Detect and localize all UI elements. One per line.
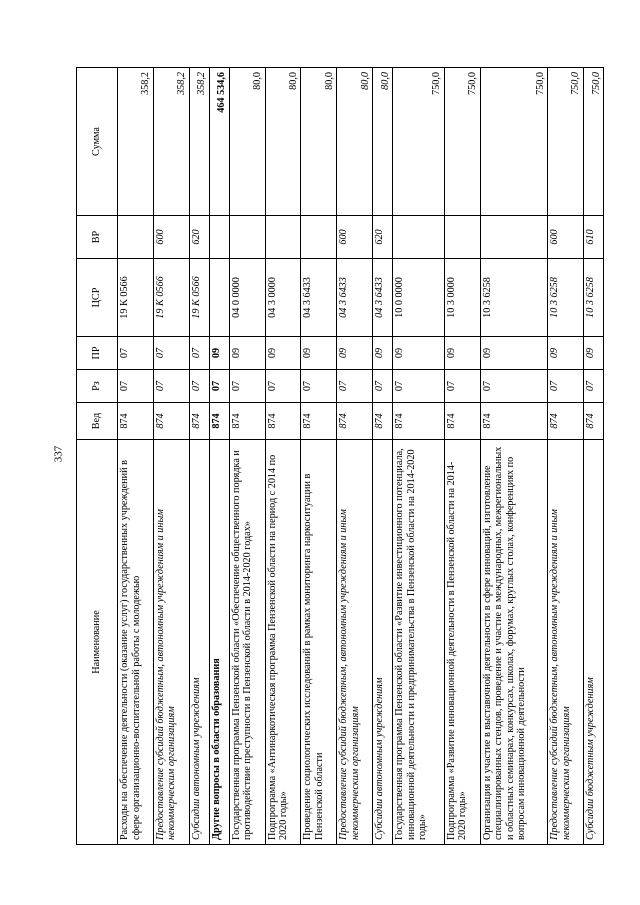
header-ved: Вед <box>77 403 118 440</box>
header-csr: ЦСР <box>77 259 118 337</box>
row-sum: 358,2 <box>153 68 189 216</box>
row-rz: 07 <box>209 370 229 403</box>
row-rz: 07 <box>373 370 393 403</box>
rotated-table-container <box>76 68 604 845</box>
row-rz: 07 <box>393 370 445 403</box>
row-vr: 600 <box>153 216 189 259</box>
row-name: Субсидии автономным учреждениям <box>189 440 209 845</box>
table-row <box>189 68 209 845</box>
table-row <box>337 68 373 845</box>
row-pr: 09 <box>480 337 548 370</box>
row-pr: 09 <box>337 337 373 370</box>
row-pr: 07 <box>189 337 209 370</box>
row-csr: 19 К 0566 <box>189 259 209 337</box>
row-ved: 874 <box>229 403 265 440</box>
row-ved: 874 <box>444 403 480 440</box>
row-ved: 874 <box>189 403 209 440</box>
row-rz: 07 <box>337 370 373 403</box>
row-vr <box>393 216 445 259</box>
row-vr: 620 <box>189 216 209 259</box>
row-rz: 07 <box>229 370 265 403</box>
row-name: Подпрограмма «Развитие инновационной деятельности в Пензенской области на 2014-2020 годы» <box>444 440 480 845</box>
row-csr: 04 3 6433 <box>301 259 337 337</box>
row-name: Предоставление субсидий бюджетным, автономным учреждениям и иным некоммерческим организациям <box>153 440 189 845</box>
row-pr: 07 <box>153 337 189 370</box>
row-csr: 10 3 6258 <box>480 259 548 337</box>
header-sum: Сумма <box>77 68 118 216</box>
row-csr: 19 К 0566 <box>153 259 189 337</box>
table-row <box>209 68 229 845</box>
row-rz: 07 <box>265 370 301 403</box>
row-sum: 80,0 <box>265 68 301 216</box>
row-vr <box>480 216 548 259</box>
row-name: Субсидии автономным учреждениям <box>373 440 393 845</box>
row-sum: 750,0 <box>548 68 584 216</box>
row-csr: 10 3 6258 <box>548 259 584 337</box>
row-ved: 874 <box>337 403 373 440</box>
row-sum: 750,0 <box>583 68 603 216</box>
row-sum: 80,0 <box>229 68 265 216</box>
row-pr: 09 <box>265 337 301 370</box>
row-pr: 09 <box>301 337 337 370</box>
row-sum: 464 534,6 <box>209 68 229 216</box>
row-name: Государственная программа Пензенской области «Обеспечение общественного порядка и противодействие преступности в Пензенской области в 2014-2020 годах» <box>229 440 265 845</box>
row-sum: 750,0 <box>480 68 548 216</box>
row-ved: 874 <box>153 403 189 440</box>
header-vr: ВР <box>77 216 118 259</box>
row-pr: 09 <box>444 337 480 370</box>
row-csr: 04 0 0000 <box>229 259 265 337</box>
row-csr: 19 К 0566 <box>118 259 154 337</box>
row-pr: 07 <box>118 337 154 370</box>
row-name: Проведение социологических исследований в рамках мониторинга наркоситуации в Пензенской области <box>301 440 337 845</box>
row-rz: 07 <box>444 370 480 403</box>
page-number: 337 <box>52 445 65 463</box>
row-vr <box>229 216 265 259</box>
row-sum: 358,2 <box>118 68 154 216</box>
row-ved: 874 <box>118 403 154 440</box>
row-pr: 09 <box>393 337 445 370</box>
row-name: Расходы на обеспечение деятельности (оказание услуг) государственных учреждений в сфере организационно-воспитательной работы с молодежью <box>118 440 154 845</box>
row-pr: 09 <box>373 337 393 370</box>
row-csr: 04 3 6433 <box>337 259 373 337</box>
row-csr: 04 3 6433 <box>373 259 393 337</box>
row-rz: 07 <box>480 370 548 403</box>
header-rz: Рз <box>77 370 118 403</box>
row-name: Государственная программа Пензенской области «Развитие инвестиционного потенциала, инновационной деятельности и предпринимательства в Пензенской области на 2014-2020 годы» <box>393 440 445 845</box>
row-ved: 874 <box>393 403 445 440</box>
row-csr: 10 0 0000 <box>393 259 445 337</box>
row-vr <box>444 216 480 259</box>
row-csr: 04 3 0000 <box>265 259 301 337</box>
row-sum: 750,0 <box>444 68 480 216</box>
row-rz: 07 <box>548 370 584 403</box>
row-csr: 10 3 0000 <box>444 259 480 337</box>
row-name: Организация и участие в выставочной деятельности в сфере инноваций, изготовление специализированных стендов, проведение и участие в международных, межрегиональных и областных семинарах, конкурсах, школах, форумах, круглых столах, конференциях по вопросам инновационной деятельности <box>480 440 548 845</box>
row-vr: 600 <box>337 216 373 259</box>
row-csr: 10 3 6258 <box>583 259 603 337</box>
row-rz: 07 <box>301 370 337 403</box>
table-header-row <box>77 68 118 845</box>
table-row <box>480 68 548 845</box>
row-sum: 80,0 <box>301 68 337 216</box>
row-vr <box>301 216 337 259</box>
row-vr <box>265 216 301 259</box>
table-row <box>393 68 445 845</box>
row-name: Подпрограмма «Антинаркотическая программа Пензенской области на период с 2014 по 2020 годы» <box>265 440 301 845</box>
row-sum: 750,0 <box>393 68 445 216</box>
row-pr: 09 <box>548 337 584 370</box>
row-pr: 09 <box>209 337 229 370</box>
row-name: Субсидии бюджетным учреждениям <box>583 440 603 845</box>
row-sum: 80,0 <box>337 68 373 216</box>
budget-table <box>76 67 604 845</box>
row-ved: 874 <box>265 403 301 440</box>
header-name: Наименование <box>77 440 118 845</box>
row-vr <box>209 216 229 259</box>
header-pr: ПР <box>77 337 118 370</box>
row-vr: 600 <box>548 216 584 259</box>
row-sum: 358,2 <box>189 68 209 216</box>
row-vr <box>118 216 154 259</box>
row-vr: 610 <box>583 216 603 259</box>
table-row <box>153 68 189 845</box>
row-pr: 09 <box>229 337 265 370</box>
row-sum: 80,0 <box>373 68 393 216</box>
row-vr: 620 <box>373 216 393 259</box>
row-csr <box>209 259 229 337</box>
table-row <box>444 68 480 845</box>
row-pr: 09 <box>583 337 603 370</box>
row-ved: 874 <box>480 403 548 440</box>
row-ved: 874 <box>301 403 337 440</box>
row-rz: 07 <box>118 370 154 403</box>
row-ved: 874 <box>548 403 584 440</box>
row-rz: 07 <box>583 370 603 403</box>
row-ved: 874 <box>583 403 603 440</box>
row-ved: 874 <box>209 403 229 440</box>
table-row <box>229 68 265 845</box>
table-row <box>301 68 337 845</box>
row-rz: 07 <box>189 370 209 403</box>
row-name: Предоставление субсидий бюджетным, автономным учреждениям и иным некоммерческим организациям <box>548 440 584 845</box>
table-row <box>548 68 584 845</box>
row-name: Предоставление субсидий бюджетным, автономным учреждениям и иным некоммерческим организациям <box>337 440 373 845</box>
table-row <box>583 68 603 845</box>
row-ved: 874 <box>373 403 393 440</box>
row-rz: 07 <box>153 370 189 403</box>
table-row <box>373 68 393 845</box>
table-row <box>265 68 301 845</box>
table-row <box>118 68 154 845</box>
row-name: Другие вопросы в области образования <box>209 440 229 845</box>
